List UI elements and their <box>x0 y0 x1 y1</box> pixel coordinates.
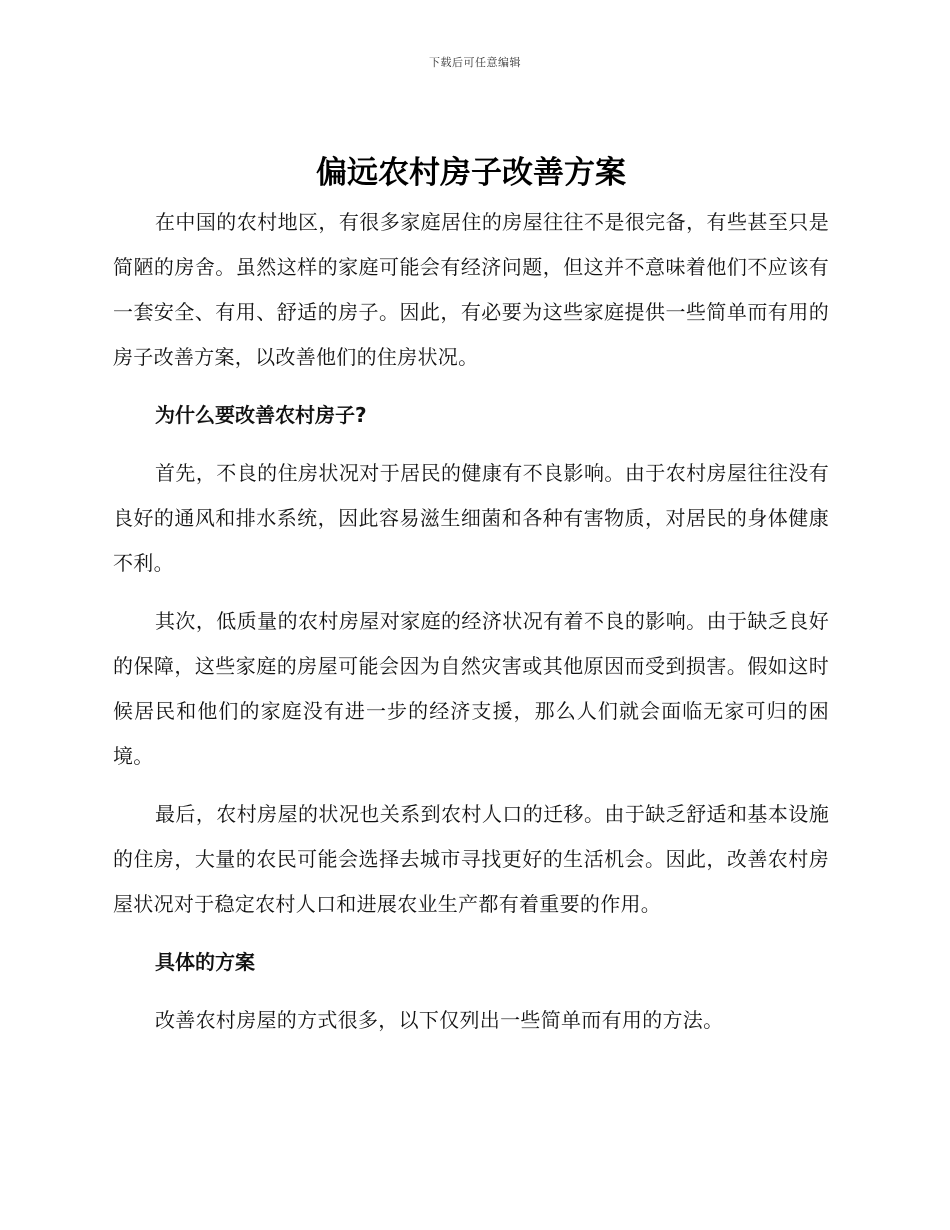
header-note: 下载后可任意编辑 <box>429 56 521 69</box>
body-paragraph: 改善农村房屋的方式很多，以下仅列出一些简单而有用的方法。 <box>155 1008 724 1032</box>
intro-paragraph: 在中国的农村地区，有很多家庭居住的房屋往往不是很完备，有些甚至只是简陋的房舍。虽然这样的家庭可能会有经济问题，但这并不意味着他们不应该有一套安全、有用、舒适的房子。因此，有必要为这些家庭提供一些简单而有用的房子改善方案，以改善他们的住房状况。 <box>113 210 829 369</box>
section-heading-plan: 具体的方案 <box>155 950 255 974</box>
body-paragraph: 其次，低质量的农村房屋对家庭的经济状况有着不良的影响。由于缺乏良好的保障，这些家庭的房屋可能会因为自然灾害或其他原因而受到损害。假如这时候居民和他们的家庭没有进一步的经济支援，那么人们就会面临无家可归的困境。 <box>113 609 829 768</box>
document-body <box>113 152 829 1043</box>
body-paragraph: 首先，不良的住房状况对于居民的健康有不良影响。由于农村房屋往往没有良好的通风和排水系统，因此容易滋生细菌和各种有害物质，对居民的身体健康不利。 <box>113 461 829 575</box>
document-title: 偏远农村房子改善方案 <box>316 155 626 191</box>
section-heading-why: 为什么要改善农村房子? <box>155 403 367 427</box>
body-paragraph: 最后，农村房屋的状况也关系到农村人口的迁移。由于缺乏舒适和基本设施的住房，大量的农民可能会选择去城市寻找更好的生活机会。因此，改善农村房屋状况对于稳定农村人口和进展农业生产都有着重要的作用。 <box>113 802 829 916</box>
